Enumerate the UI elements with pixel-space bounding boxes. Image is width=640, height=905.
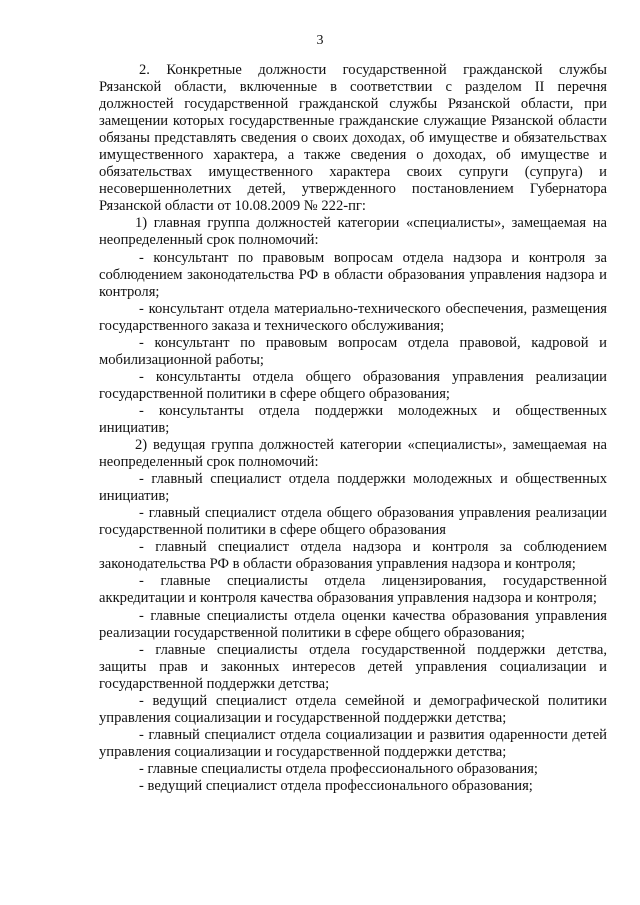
list-item: - консультанты отдела поддержки молодежных и общественных инициатив;	[99, 402, 607, 436]
paragraph-intro: 2. Конкретные должности государственной гражданской службы Рязанской области, включенные в соответствии с разделом II перечня должностей государственной гражданской службы Рязанской области, при замещении которых государственные гражданские служащие Рязанской области обязаны представлять сведения о своих доходах, об имуществе и обязательствах имущественного характера, а также сведения о доходах, об имуществе и обязательствах имущественного характера своих супруги (супруга) и несовершеннолетних детей, утвержденного постановлением Губернатора Рязанской области от 10.08.2009 № 222-пг:	[99, 62, 607, 215]
list-item: - главный специалист отдела надзора и контроля за соблюдением законодательства РФ в области образования управления надзора и контроля;	[99, 539, 607, 573]
paragraph-group-1-heading: 1) главная группа должностей категории «специалисты», замещаемая на неопределенный срок полномочий:	[99, 215, 607, 249]
page-number: 3	[316, 33, 324, 48]
list-item: - ведущий специалист отдела семейной и демографической политики управления социализации и государственной поддержки детства;	[99, 692, 607, 726]
list-item: - главный специалист отдела поддержки молодежных и общественных инициатив;	[99, 471, 607, 505]
paragraph-group-2-heading: 2) ведущая группа должностей категории «специалисты», замещаемая на неопределенный срок полномочий:	[99, 437, 607, 471]
list-item: - главные специалисты отдела лицензирования, государственной аккредитации и контроля качества образования управления надзора и контроля;	[99, 573, 607, 607]
list-item: - главные специалисты отдела профессионального образования;	[139, 760, 538, 777]
list-item: - главный специалист отдела общего образования управления реализации государственной политики в сфере общего образования	[99, 505, 607, 539]
list-item: - главные специалисты отдела государственной поддержки детства, защиты прав и законных интересов детей управления социализации и государственной поддержки детства;	[99, 641, 607, 692]
list-item: - ведущий специалист отдела профессионального образования;	[139, 777, 533, 794]
list-item: - консультант отдела материально-технического обеспечения, размещения государственного заказа и технического обслуживания;	[99, 300, 607, 334]
list-item: - главный специалист отдела социализации и развития одаренности детей управления социализации и государственной поддержки детства;	[99, 726, 607, 760]
document-body	[99, 62, 607, 795]
list-item: - консультанты отдела общего образования управления реализации государственной политики в сфере общего образования;	[99, 368, 607, 402]
list-item: - главные специалисты отдела оценки качества образования управления реализации государственной политики в сфере общего образования;	[99, 607, 607, 641]
list-item: - консультант по правовым вопросам отдела правовой, кадровой и мобилизационной работы;	[99, 334, 607, 368]
list-item: - консультант по правовым вопросам отдела надзора и контроля за соблюдением законодательства РФ в области образования управления надзора и контроля;	[99, 249, 607, 300]
